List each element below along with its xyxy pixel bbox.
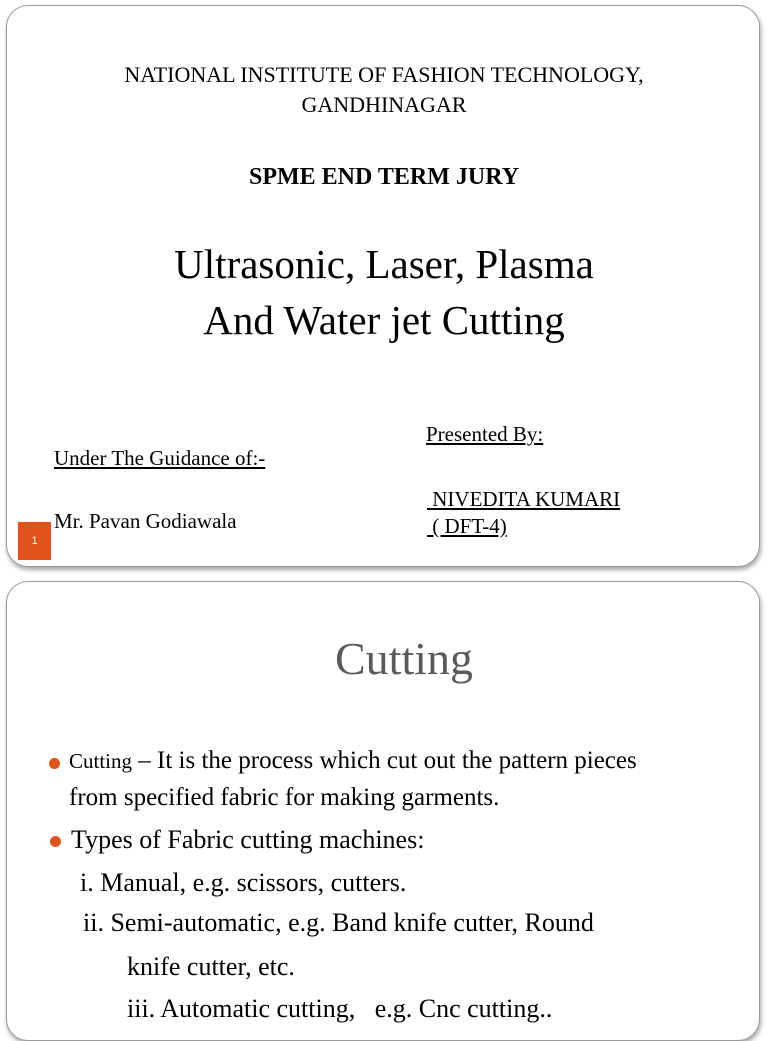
presenter-name: NIVEDITA KUMARI xyxy=(427,487,621,511)
bullet-cutting-continued: from specified fabric for making garments. xyxy=(69,784,500,811)
content-slide xyxy=(6,581,760,1041)
presented-by-label: Presented By: xyxy=(426,422,544,446)
bullet-term: Cutting xyxy=(69,749,133,773)
guidance-label: Under The Guidance of:- xyxy=(54,446,266,470)
list-item-automatic: iii. Automatic cutting, e.g. Cnc cutting.. xyxy=(127,994,553,1023)
institute-line-2: GANDHINAGAR xyxy=(301,92,467,117)
bullet-dot-icon xyxy=(49,758,60,769)
slide-number-badge: 1 xyxy=(18,522,51,560)
bullet-types: Types of Fabric cutting machines: xyxy=(71,825,425,854)
presenter-class: ( DFT-4) xyxy=(427,514,507,538)
bullet-definition: – It is the process which cut out the pattern pieces xyxy=(132,747,637,774)
list-item-manual: i. Manual, e.g. scissors, cutters. xyxy=(80,868,407,897)
slide-heading: Cutting xyxy=(334,633,474,684)
institute-line-1: NATIONAL INSTITUTE OF FASHION TECHNOLOGY, xyxy=(124,62,644,87)
bullet-cutting xyxy=(69,747,637,775)
list-item-semi-automatic: ii. Semi-automatic, e.g. Band knife cutter, Round xyxy=(83,908,594,937)
title-slide xyxy=(6,5,760,567)
guide-name: Mr. Pavan Godiawala xyxy=(54,509,237,533)
bullet-dot-icon xyxy=(50,836,61,847)
title-line-1: Ultrasonic, Laser, Plasma xyxy=(174,241,594,287)
list-item-semi-automatic-continued: knife cutter, etc. xyxy=(127,952,295,981)
title-line-2: And Water jet Cutting xyxy=(203,297,565,343)
jury-heading: SPME END TERM JURY xyxy=(248,164,520,190)
institute-name xyxy=(7,60,760,120)
presentation-title xyxy=(7,236,760,348)
